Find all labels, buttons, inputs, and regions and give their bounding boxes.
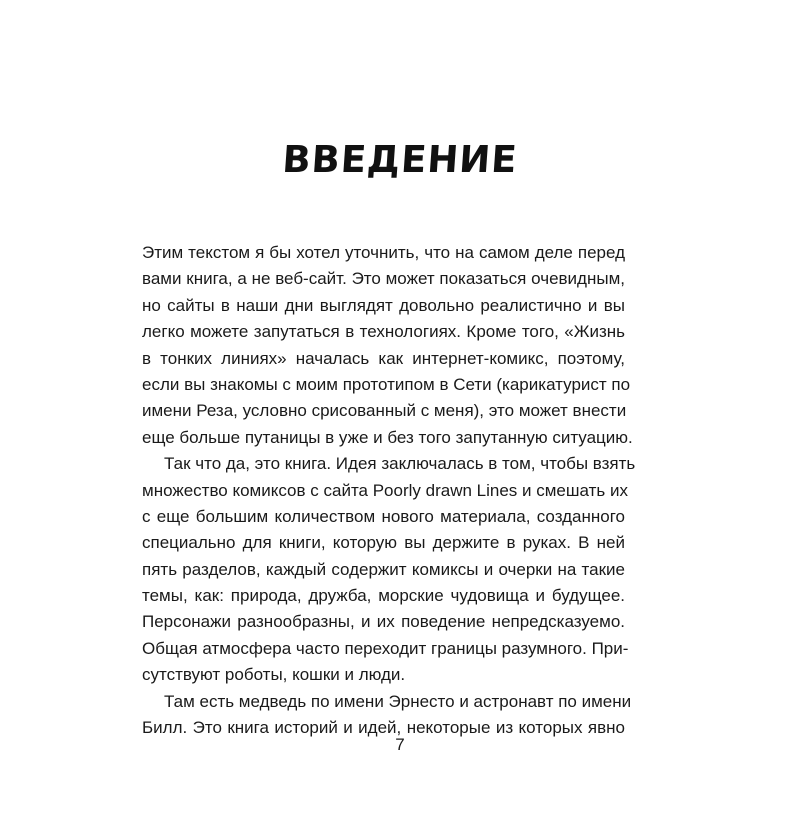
text-line: Персонажи разнообразны, и их поведение непредсказуемо. bbox=[142, 612, 625, 632]
text-line: но сайты в наши дни выглядят довольно реалистично и вы bbox=[142, 295, 625, 315]
text-line: Билл. Это книга историй и идей, некоторые из которых явно bbox=[142, 718, 625, 738]
chapter-title: ВВЕДЕНИЕ bbox=[280, 138, 520, 181]
text-line: специально для книги, которую вы держите в руках. В ней bbox=[142, 533, 625, 553]
page-number: 7 bbox=[395, 735, 405, 754]
text-line: вами книга, а не веб-сайт. Это может показаться очевидным, bbox=[142, 269, 625, 289]
text-line: сутствуют роботы, кошки и люди. bbox=[142, 665, 406, 685]
text-line: еще больше путаницы в уже и без того запутанную ситуацию. bbox=[142, 427, 633, 447]
text-line: в тонких линиях» началась как интернет-комикс, поэтому, bbox=[142, 348, 625, 368]
text-line: пять разделов, каждый содержит комиксы и очерки на такие bbox=[142, 559, 625, 579]
text-line: Этим текстом я бы хотел уточнить, что на самом деле перед bbox=[142, 243, 625, 262]
text-line: Так что да, это книга. Идея заключалась в том, чтобы взять bbox=[164, 454, 636, 474]
text-line: с еще большим количеством нового материала, созданного bbox=[142, 506, 625, 526]
text-line: темы, как: природа, дружба, морские чудовища и будущее. bbox=[142, 586, 625, 606]
text-line: Там есть медведь по имени Эрнесто и астронавт по имени bbox=[164, 691, 632, 711]
body-text bbox=[142, 240, 636, 741]
text-line: имени Реза, условно срисованный с меня), это может внести bbox=[142, 401, 627, 421]
text-line: легко можете запутаться в технологиях. Кроме того, «Жизнь bbox=[142, 322, 625, 342]
text-line: если вы знакомы с моим прототипом в Сети (карикатурист по bbox=[142, 374, 631, 394]
text-line: Общая атмосфера часто переходит границы разумного. При- bbox=[142, 638, 629, 658]
text-line: множество комиксов с сайта Poorly drawn Lines и смешать их bbox=[142, 480, 628, 500]
